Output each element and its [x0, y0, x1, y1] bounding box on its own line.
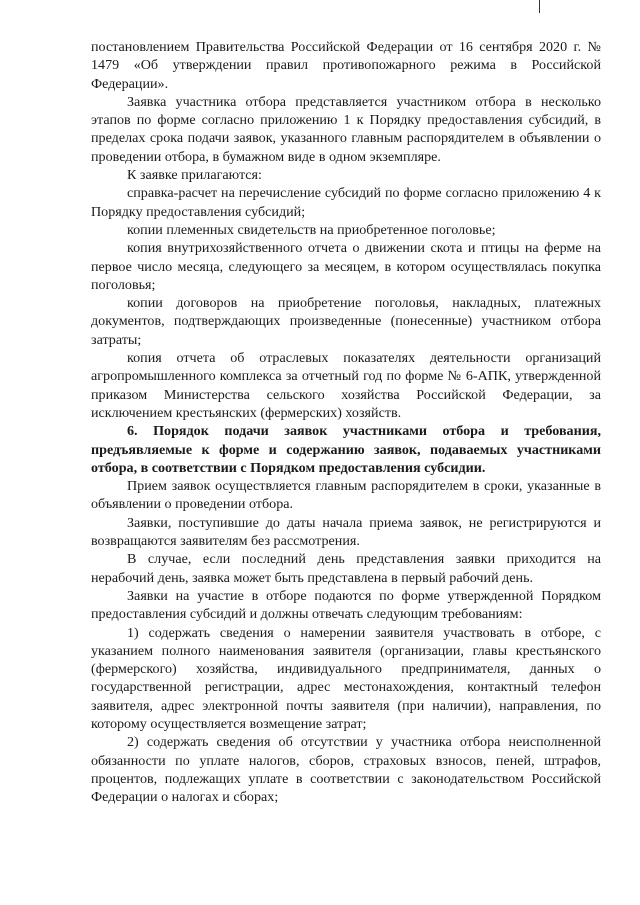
paragraph-acceptance-period: Прием заявок осуществляется главным распорядителем в сроки, указанные в объявлении о проведении отбора.	[91, 478, 601, 513]
document-body	[91, 38, 601, 806]
paragraph-livestock-report: копия внутрихозяйственного отчета о движении скота и птицы на ферме на первое число месяца, следующего за месяцем, в котором осуществлялась покупка поголовья;	[91, 240, 601, 293]
paragraph-non-working-day: В случае, если последний день представления заявки приходится на нерабочий день, заявка может быть представлена в первый рабочий день.	[91, 551, 601, 586]
list-item-requirement-2: 2) содержать сведения об отсутствии у участника отбора неисполненной обязанности по уплате налогов, сборов, страховых взносов, пеней, штрафов, процентов, подлежащих уплате в соответствии с законодательством Российской Федерации о налогах и сборах;	[91, 734, 601, 806]
list-item-requirement-1: 1) содержать сведения о намерении заявителя участвовать в отборе, с указанием полного наименования заявителя (организации, главы крестьянского (фермерского) хозяйства, индивидуального предпринимателя, данных о государственной регистрации, адрес местонахождения, контактный телефон заявителя, адрес электронной почты заявителя (при наличии), направления, по которому осуществляется возмещение затрат;	[91, 624, 601, 732]
paragraph-industry-report: копия отчета об отраслевых показателях деятельности организаций агропромышленного комплекса за отчетный год по форме № 6-АПК, утвержденной приказом Министерства сельского хозяйства Российской Федерации, за исключением крестьянских (фермерских) хозяйств.	[91, 350, 601, 421]
paragraph-early-applications: Заявки, поступившие до даты начала приема заявок, не регистрируются и возвращаются заявителям без рассмотрения.	[91, 514, 601, 550]
page-edge-mark	[539, 0, 540, 13]
paragraph-calculation-certificate: справка-расчет на перечисление субсидий по форме согласно приложению 4 к Порядку предоставления субсидий;	[91, 185, 601, 220]
paragraph-breeding-certificates: копии племенных свидетельств на приобретенное поголовье;	[127, 221, 496, 238]
paragraph-requirements-intro: Заявки на участие в отборе подаются по форме утвержденной Порядком предоставления субсидий и должны отвечать следующим требованиям:	[91, 587, 601, 623]
paragraph-application-submission: Заявка участника отбора представляется участником отбора в несколько этапов по форме согласно приложению 1 к Порядку предоставления субсидий, в пределах срока подачи заявок, указанного главным распорядителем в объявлении о проведении отбора, в бумажном виде в одном экземпляре.	[91, 93, 601, 165]
section-heading-6: 6. Порядок подачи заявок участниками отбора и требования, предъявляемые к форме и содержанию заявок, подаваемых участниками отбора, в соответствии с Порядком предоставления субсидии.	[91, 423, 601, 476]
paragraph-attachments-intro: К заявке прилагаются:	[127, 167, 262, 184]
paragraph-contract-copies: копии договоров на приобретение поголовья, накладных, платежных документов, подтверждающих произведенные (понесенные) участником отбора затраты;	[91, 295, 601, 348]
paragraph-regulation-reference: постановлением Правительства Российской Федерации от 16 сентября 2020 г. № 1479 «Об утверждении правил противопожарного режима в Российской Федерации».	[91, 39, 601, 92]
